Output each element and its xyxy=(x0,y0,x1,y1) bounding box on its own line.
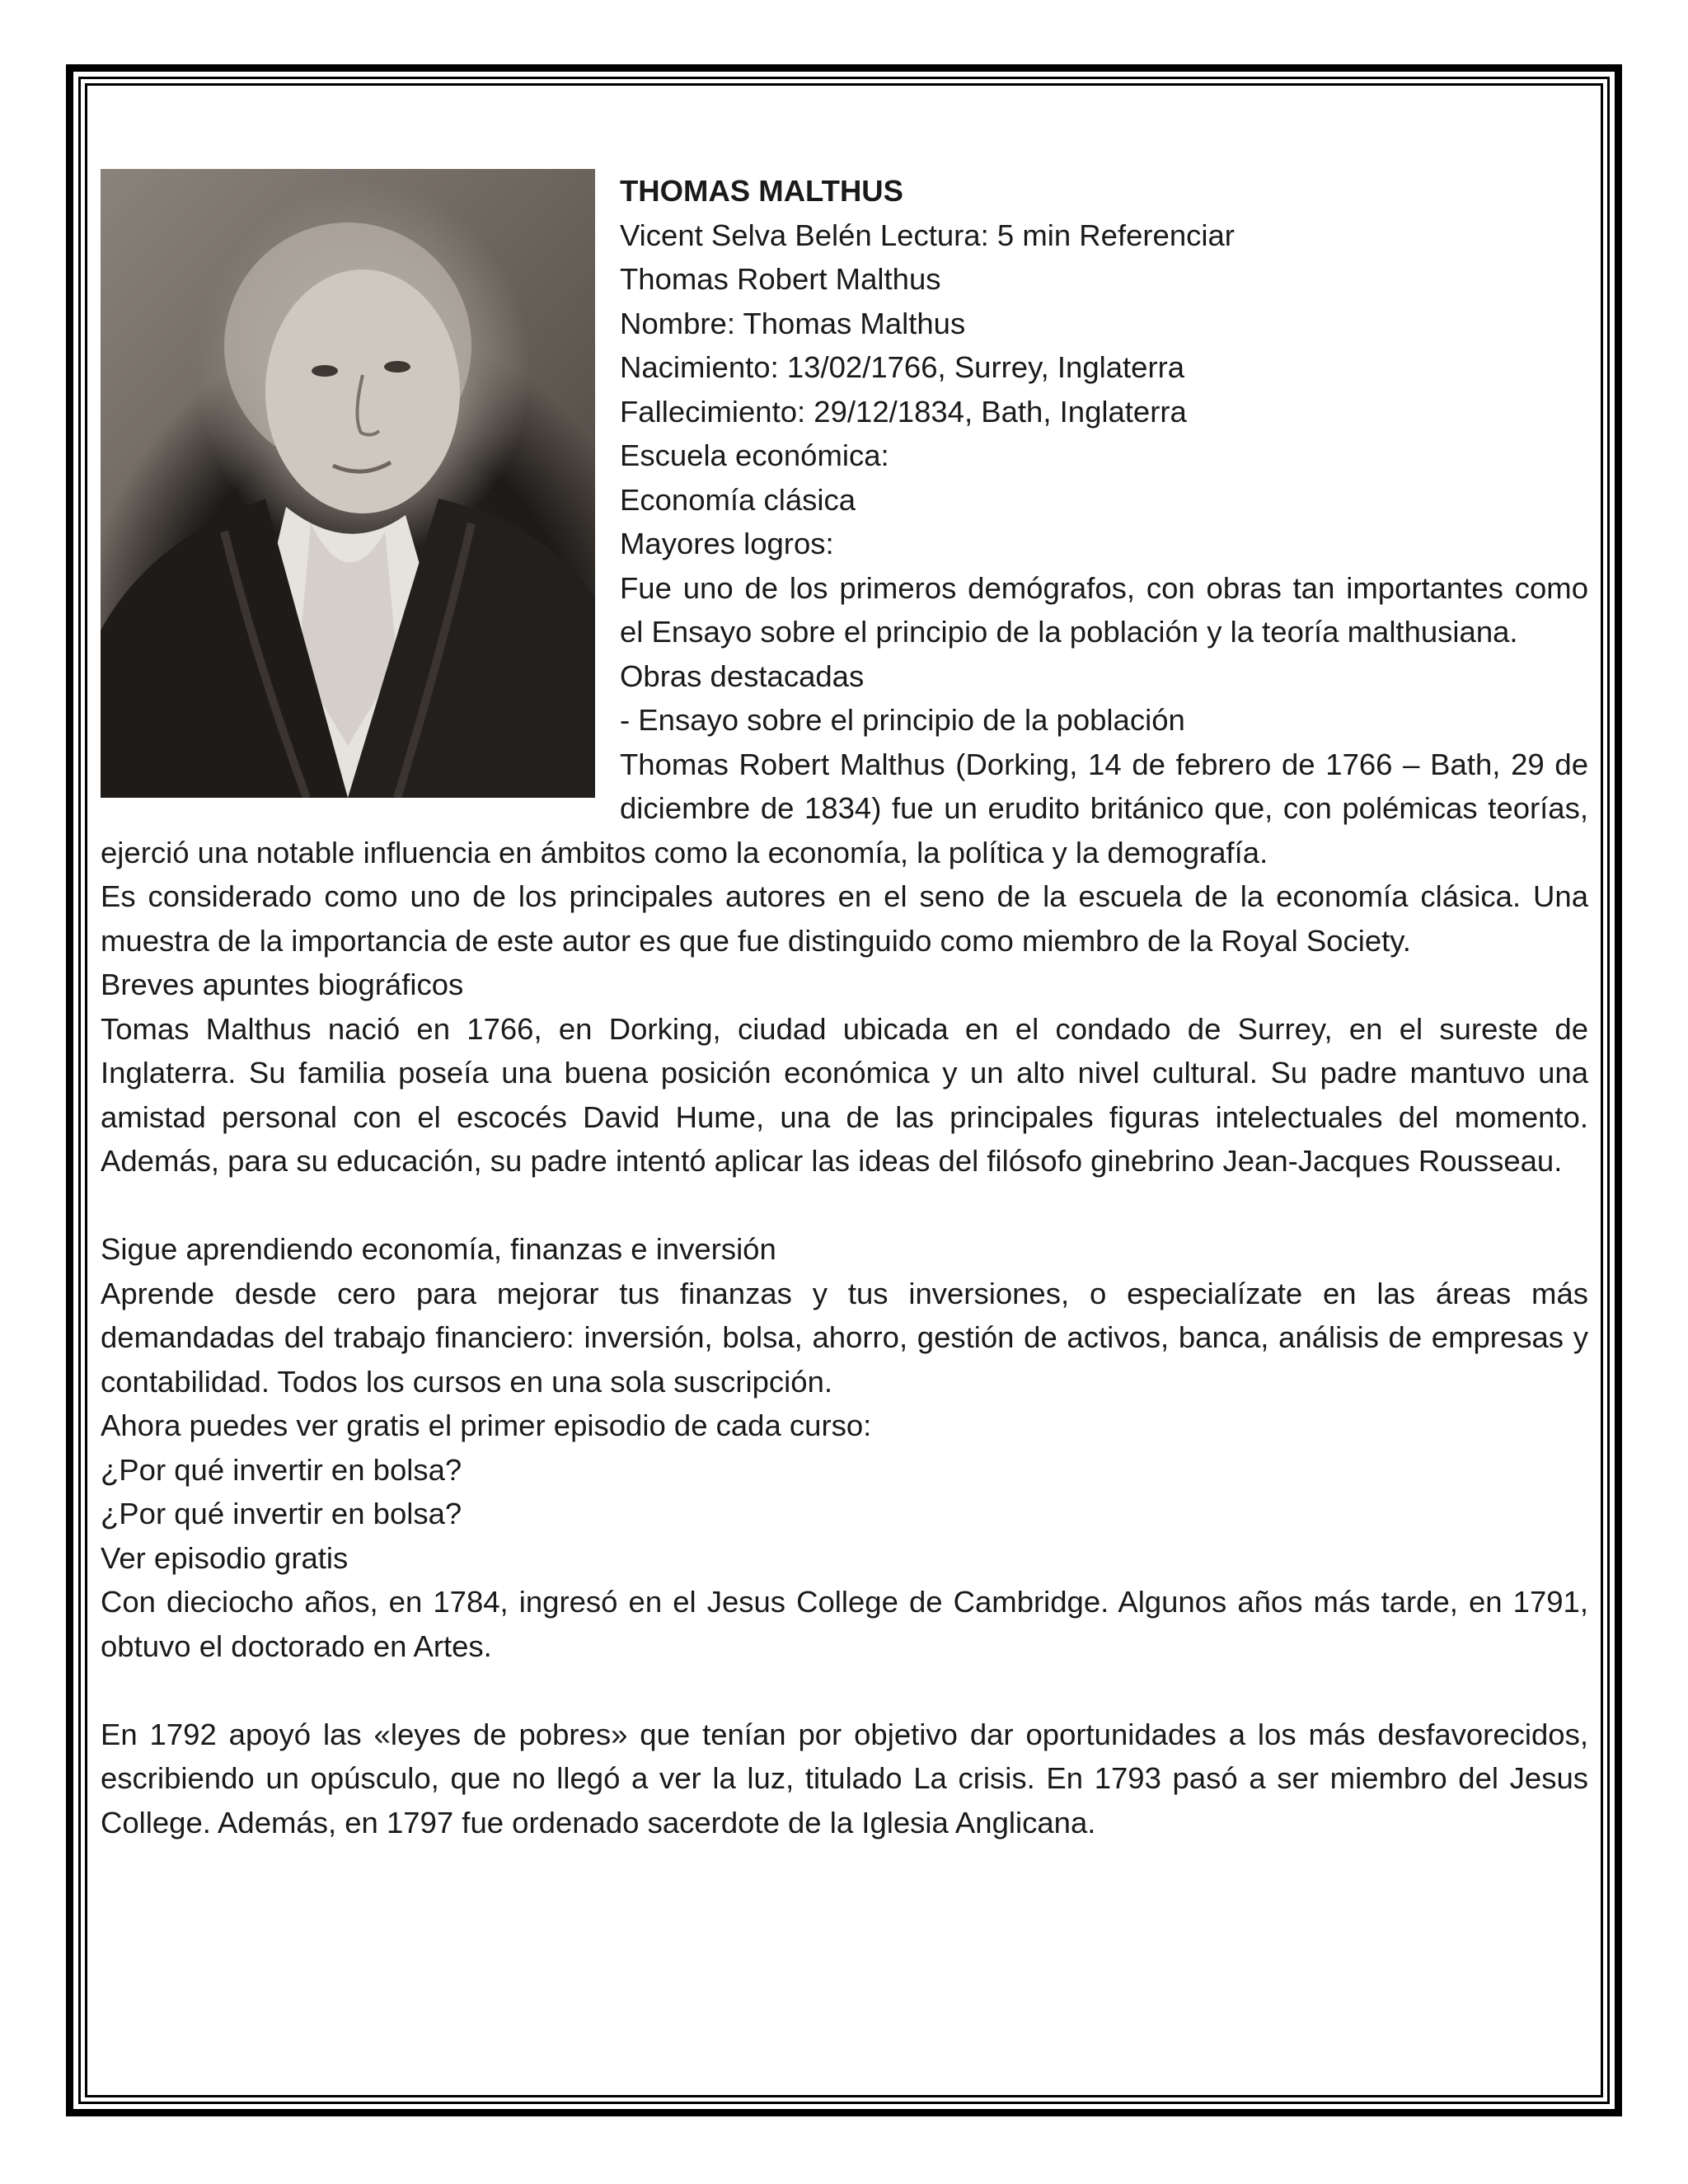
paragraph-bio: Tomas Malthus nació en 1766, en Dorking, ciudad ubicada en el condado de Surrey, en el sureste de Inglaterra. Su familia poseía una buena posición económica y un alto nivel cultural. Su padre mantuvo una amistad personal con el escocés David Hume, una de las principales figuras intelectuales del momento. Además, para su educación, su padre intentó aplicar las ideas del filósofo ginebrino Jean-Jacques Rousseau. xyxy=(101,1011,1588,1178)
spacer xyxy=(101,1183,1588,1228)
document-title: THOMAS MALTHUS xyxy=(620,174,904,208)
document-content xyxy=(101,169,1588,1844)
fact-nombre: Nombre: Thomas Malthus xyxy=(620,306,966,340)
fact-logros-value: Fue uno de los primeros demógrafos, con obras tan importantes como el Ensayo sobre el principio de la población y la teoría malthusiana. xyxy=(620,570,1588,649)
fact-nacimiento: Nacimiento: 13/02/1766, Surrey, Inglaterra xyxy=(620,350,1185,384)
paragraph-intro: Thomas Robert Malthus (Dorking, 14 de febrero de 1766 – Bath, 29 de diciembre de 1834) fue un erudito británico que, con polémicas teorías, ejerció una notable influencia en ámbitos como la economía, la política y la demografía. xyxy=(101,747,1588,869)
portrait-image xyxy=(101,169,595,798)
fact-escuela-label: Escuela económica: xyxy=(620,438,889,472)
watch-episode-link: Ver episodio gratis xyxy=(101,1540,349,1575)
paragraph-college: Con dieciocho años, en 1784, ingresó en el Jesus College de Cambridge. Algunos años más tarde, en 1791, obtuvo el doctorado en Artes. xyxy=(101,1585,1588,1663)
fact-logros-label: Mayores logros: xyxy=(620,527,834,560)
fact-escuela-value: Economía clásica xyxy=(620,482,856,517)
section-heading-bio: Breves apuntes biográficos xyxy=(101,968,464,1001)
paragraph-promo: Aprende desde cero para mejorar tus finanzas y tus inversiones, o especialízate en las áreas más demandadas del trabajo financiero: inversión, bolsa, ahorro, gestión de activos, banca, análisis de empresas y contabilidad. Todos los cursos en una sola suscripción. xyxy=(101,1276,1588,1399)
paragraph-poor-laws: En 1792 apoyó las «leyes de pobres» que tenían por objetivo dar oportunidades a los más desfavorecidos, escribiendo un opúsculo, que no llegó a ver la luz, titulado La crisis. En 1793 pasó a ser miembro del Jesus College. Además, en 1797 fue ordenado sacerdote de la Iglesia Anglicana. xyxy=(101,1717,1588,1840)
course-link: ¿Por qué invertir en bolsa? xyxy=(101,1452,462,1487)
spacer xyxy=(101,1668,1588,1713)
byline: Vicent Selva Belén Lectura: 5 min Referenciar xyxy=(620,218,1235,252)
promo-line: Ahora puedes ver gratis el primer episodio de cada curso: xyxy=(101,1408,872,1442)
full-name: Thomas Robert Malthus xyxy=(620,262,941,296)
fact-obras-label: Obras destacadas xyxy=(620,658,865,693)
fact-obras-item: - Ensayo sobre el principio de la población xyxy=(620,703,1185,737)
portrait-illustration xyxy=(101,169,595,798)
fact-fallecimiento: Fallecimiento: 29/12/1834, Bath, Inglaterra xyxy=(620,394,1187,429)
course-link: ¿Por qué invertir en bolsa? xyxy=(101,1497,462,1530)
section-heading-promo: Sigue aprendiendo economía, finanzas e inversión xyxy=(101,1232,776,1266)
paragraph-importance: Es considerado como uno de los principales autores en el seno de la escuela de la economía clásica. Una muestra de la importancia de este autor es que fue distinguido como miembro de la Royal Society. xyxy=(101,879,1588,958)
